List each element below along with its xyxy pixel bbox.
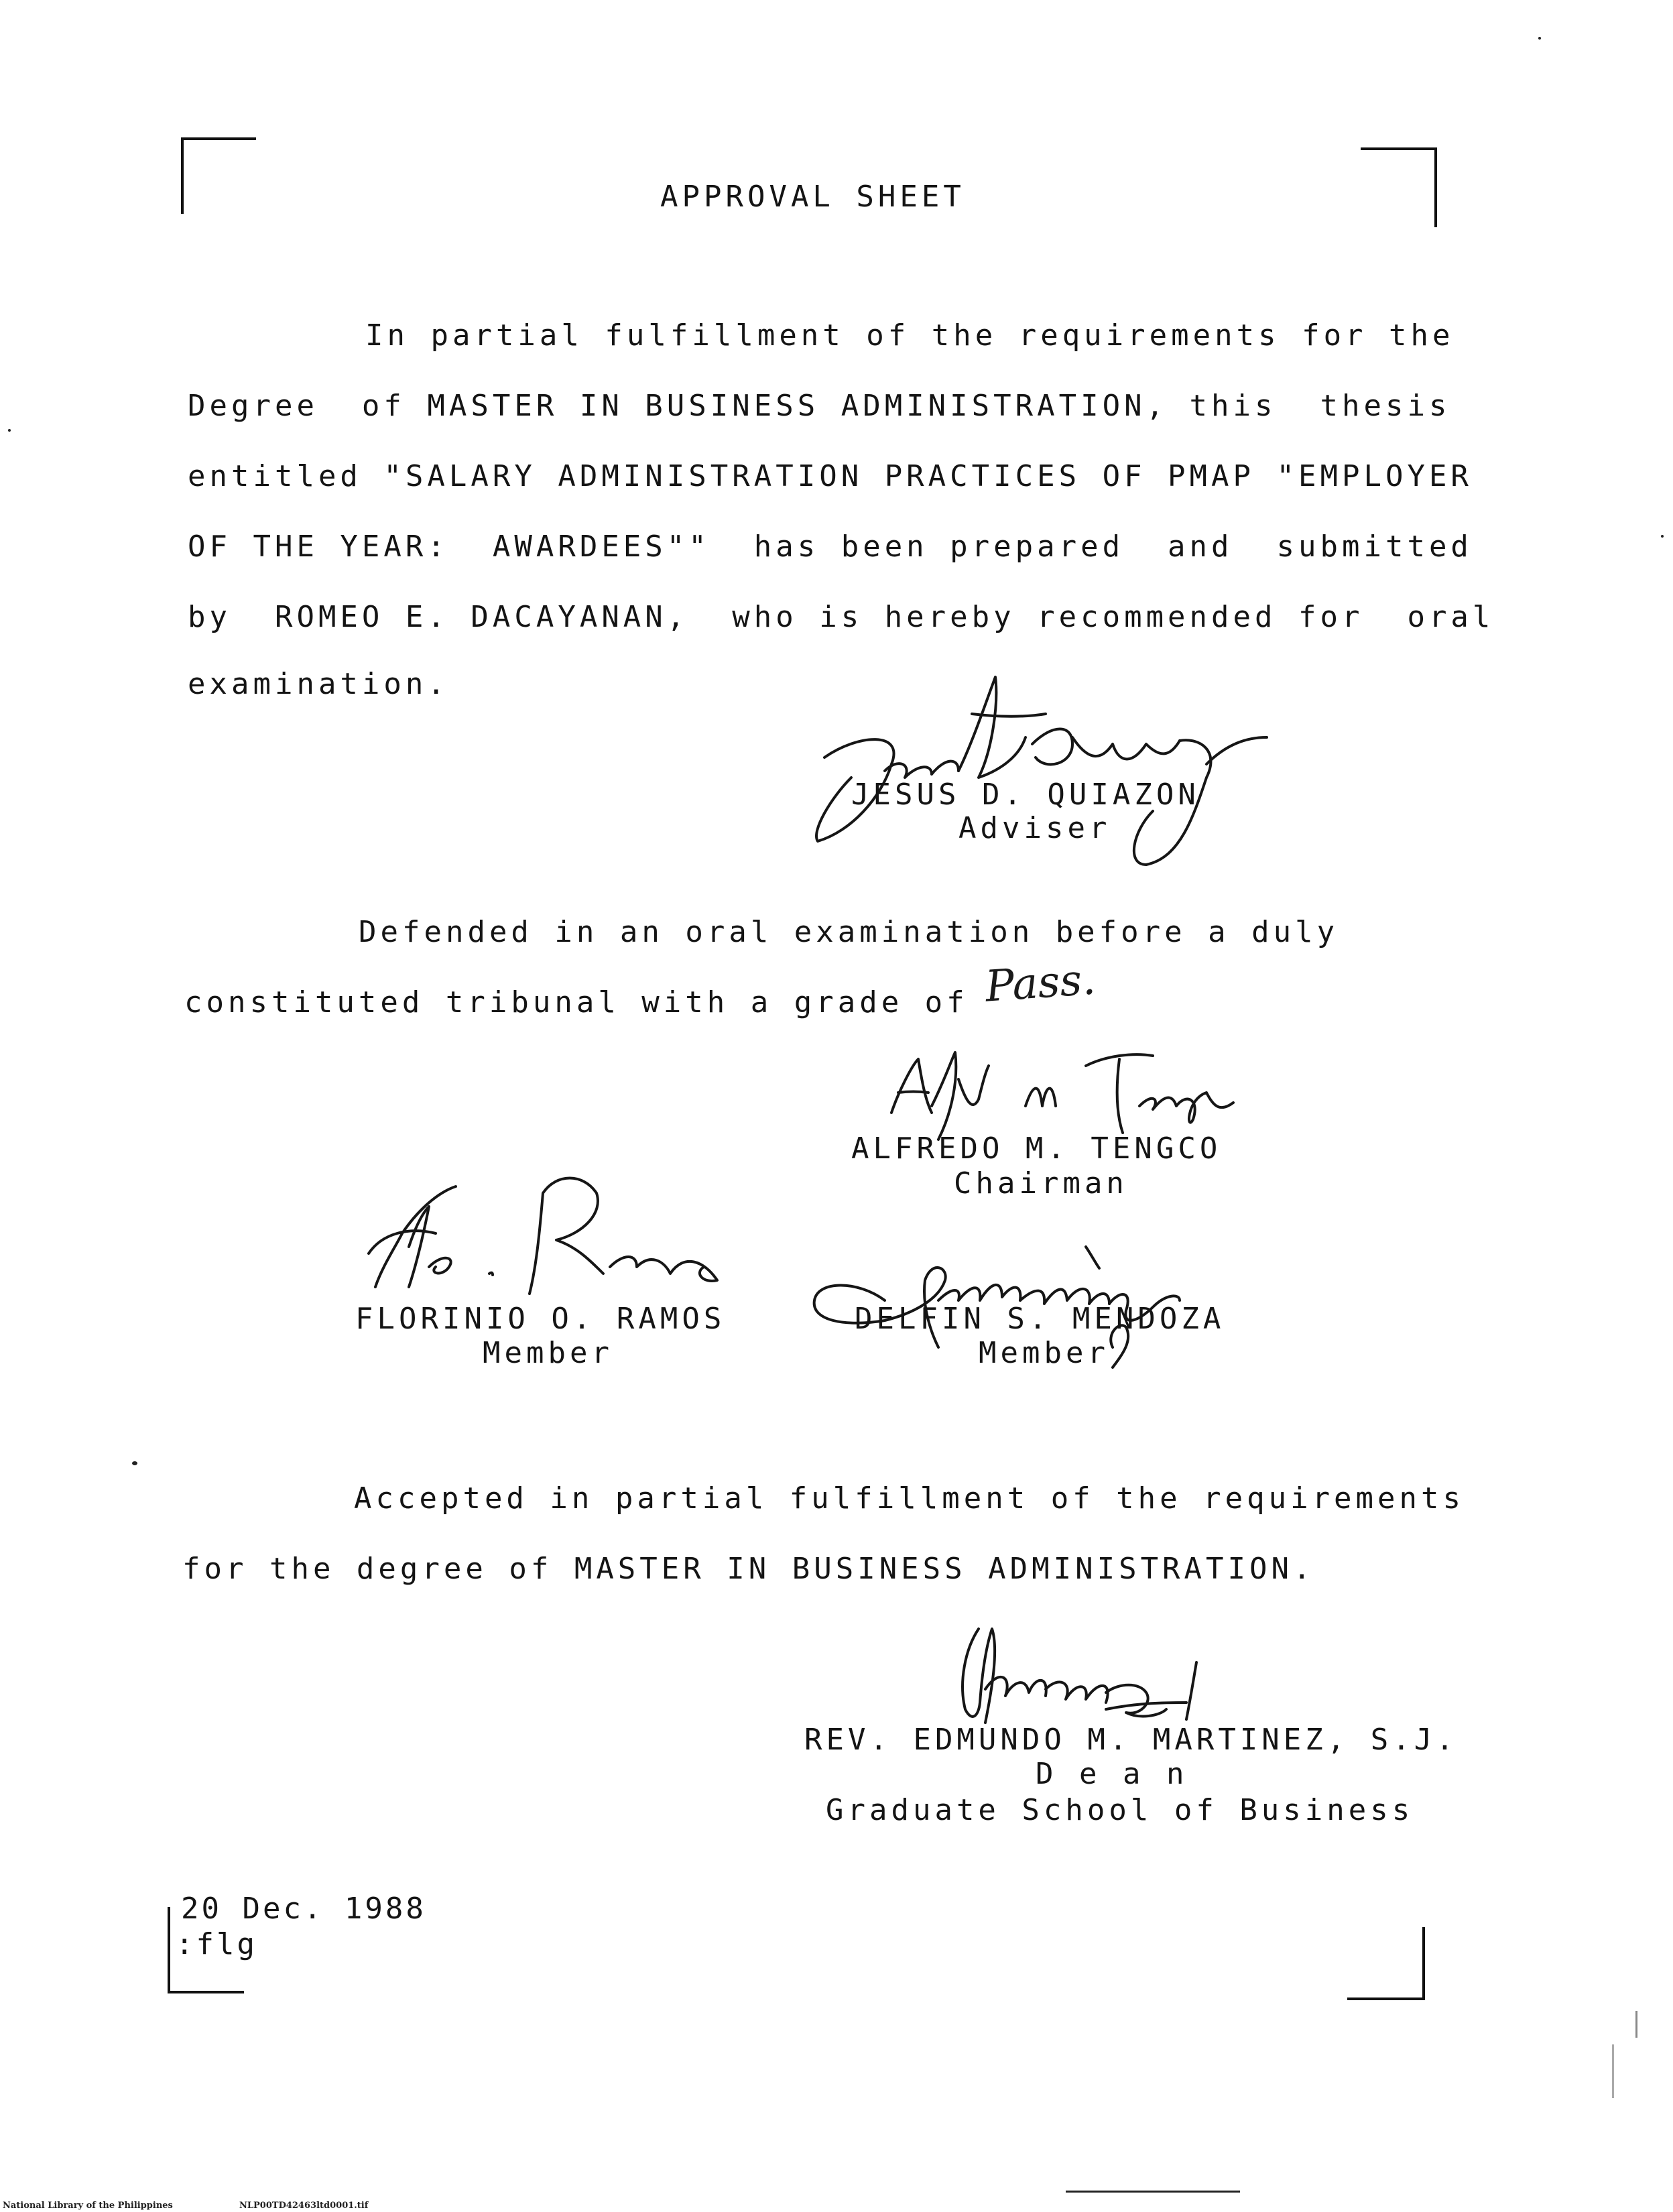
- footer-rule: [1066, 2191, 1240, 2193]
- member2-name: DELFIN S. MENDOZA: [855, 1302, 1225, 1336]
- scan-speck: [1661, 535, 1664, 538]
- scan-speck: [1538, 37, 1541, 40]
- paragraph2-line1: Defended in an oral examination before a duly: [359, 915, 1339, 949]
- scan-speck: [1635, 2011, 1637, 2038]
- paragraph2-line2: constituted tribunal with a grade of: [184, 985, 969, 1020]
- paragraph1-line4: OF THE YEAR: AWARDEES"" has been prepared and submitted: [188, 530, 1473, 564]
- dean-unit: Graduate School of Business: [826, 1793, 1414, 1827]
- document-title: APPROVAL SHEET: [660, 180, 965, 214]
- handwritten-grade: Pass.: [983, 955, 1097, 1012]
- footer-file-label: NLP00TD42463ltd0001.tif: [239, 2201, 369, 2211]
- scan-speck: [1612, 2044, 1614, 2098]
- member1-signature: [355, 1166, 737, 1314]
- paragraph1-line3: entitled "SALARY ADMINISTRATION PRACTICES OF PMAP "EMPLOYER: [188, 459, 1473, 493]
- crop-mark-top-left: [181, 137, 256, 214]
- crop-mark-bottom-right: [1347, 1927, 1425, 2000]
- paragraph1-line6: examination.: [188, 667, 449, 701]
- member1-role: Member: [483, 1336, 613, 1370]
- document-date: 20 Dec. 1988: [181, 1892, 426, 1926]
- scan-speck: [132, 1461, 137, 1465]
- paragraph1-line1: In partial fulfillment of the requirements for the: [365, 318, 1454, 353]
- paragraph3-line1: Accepted in partial fulfillment of the requirements: [354, 1481, 1465, 1516]
- typist-initials: :flg: [176, 1927, 257, 1961]
- adviser-signature: [804, 664, 1274, 878]
- crop-mark-top-right: [1361, 147, 1437, 227]
- dean-name: REV. EDMUNDO M. MARTINEZ, S.J.: [804, 1723, 1458, 1757]
- footer-library-label: National Library of the Philippines: [3, 2201, 173, 2211]
- paragraph1-line5: by ROMEO E. DACAYANAN, who is hereby recommended for oral: [188, 600, 1495, 634]
- chairman-name: ALFREDO M. TENGCO: [851, 1131, 1222, 1166]
- adviser-name: JESUS D. QUIAZON: [851, 778, 1200, 812]
- paragraph3-line2: for the degree of MASTER IN BUSINESS ADMINISTRATION.: [182, 1552, 1315, 1586]
- adviser-role: Adviser: [958, 811, 1111, 845]
- paragraph1-line2: Degree of MASTER IN BUSINESS ADMINISTRATION, this thesis: [188, 389, 1451, 423]
- member1-name: FLORINIO O. RAMOS: [355, 1302, 726, 1336]
- chairman-role: Chairman: [954, 1166, 1128, 1201]
- scan-speck: [8, 429, 11, 432]
- member2-role: Member: [979, 1336, 1109, 1370]
- dean-role: D e a n: [1036, 1757, 1188, 1791]
